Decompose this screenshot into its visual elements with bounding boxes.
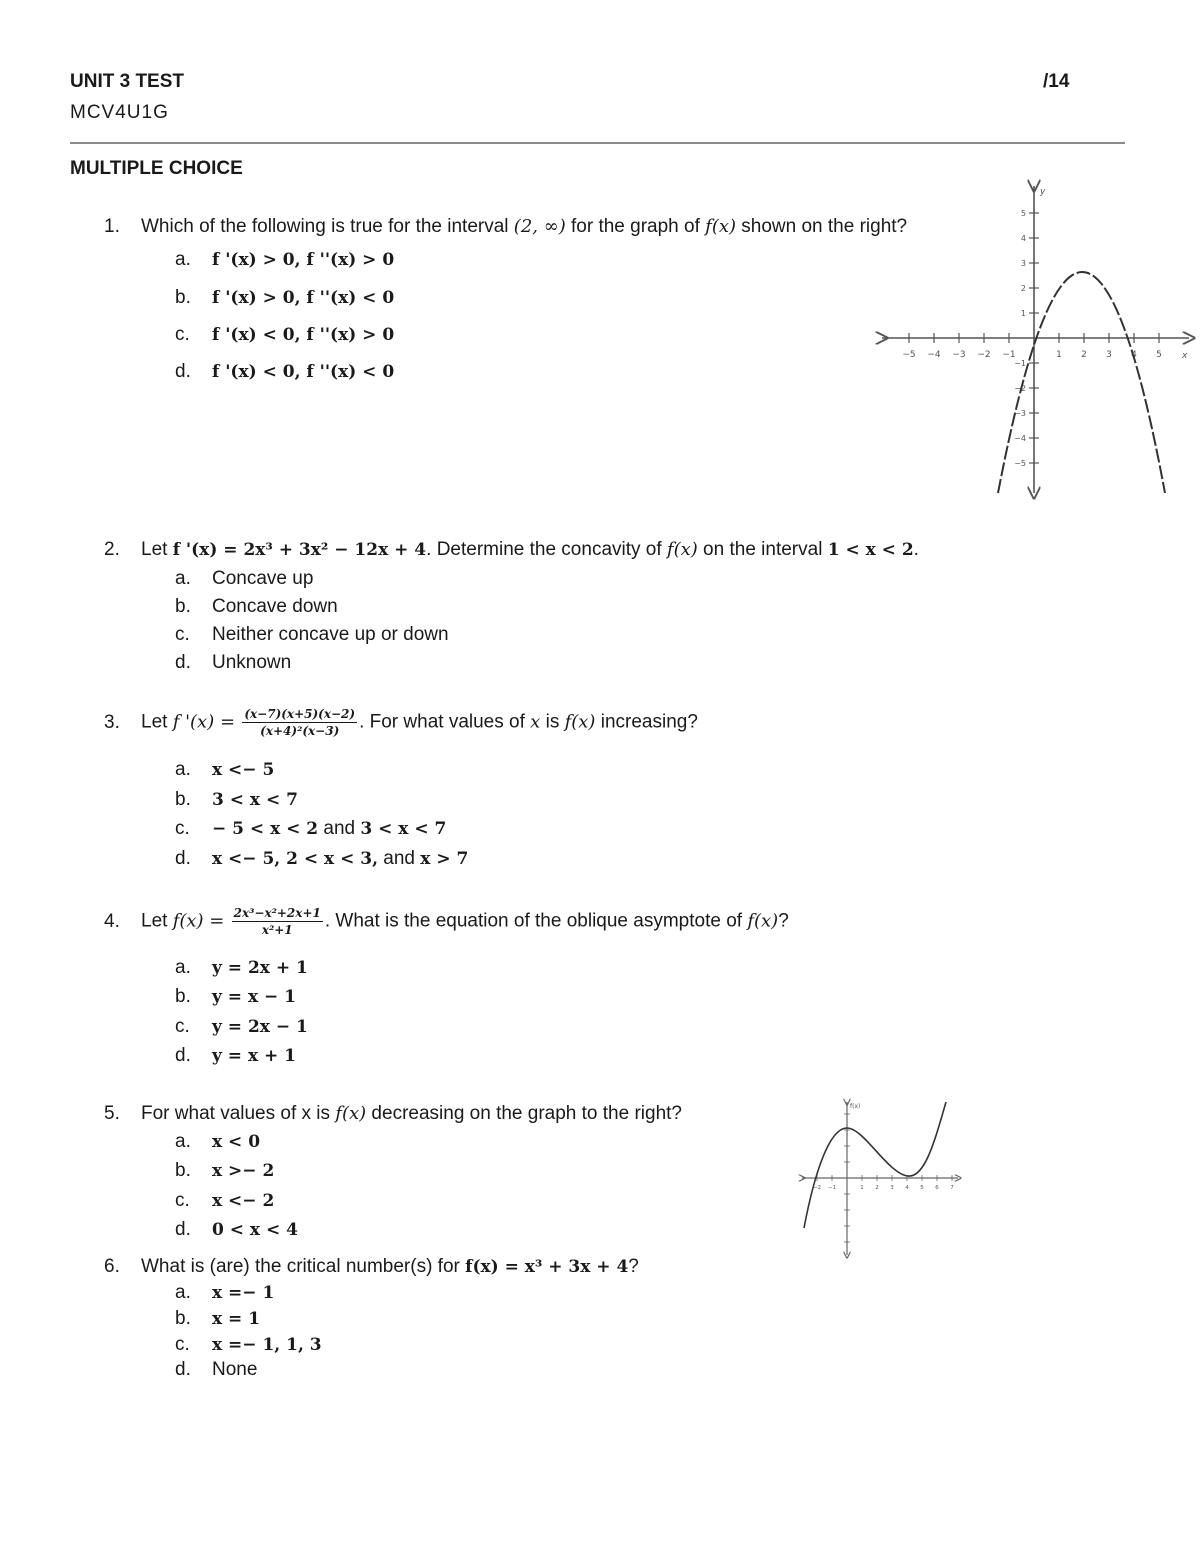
- y-tick-label: −4: [1014, 434, 1026, 443]
- option-letter: d.: [175, 1359, 191, 1380]
- option-letter: d.: [175, 652, 191, 673]
- question-text: Let: [141, 910, 173, 932]
- option-math: x =− 1: [212, 1283, 275, 1303]
- option-math: x =− 1, 1, 3: [212, 1335, 322, 1355]
- option-math: x = 1: [212, 1309, 261, 1329]
- option-math: y = 2x − 1: [212, 1017, 308, 1037]
- question-math: f(x) =: [172, 910, 225, 932]
- x-tick-label: 4: [905, 1185, 909, 1191]
- x-tick-label: −4: [927, 350, 941, 360]
- y-tick-label: 1: [1020, 309, 1026, 318]
- x-tick-label: 1: [1056, 350, 1062, 360]
- question-math: f(x): [564, 711, 596, 733]
- q4-option-a[interactable]: [175, 957, 308, 979]
- x-tick-label: 5: [920, 1185, 924, 1191]
- question-text: ?: [628, 1256, 639, 1277]
- option-letter: c.: [175, 1334, 190, 1355]
- question-5: [104, 1103, 682, 1125]
- fraction: [242, 707, 357, 738]
- score-total: /14: [1043, 71, 1070, 92]
- section-heading: MULTIPLE CHOICE: [70, 158, 243, 179]
- y-tick-label: 4: [1020, 234, 1026, 243]
- question-text: for the graph of: [565, 216, 706, 237]
- y-tick-label: −3: [1014, 409, 1026, 418]
- option-letter: d.: [175, 1045, 191, 1066]
- question-text: ?: [778, 910, 789, 932]
- question-math: f(x): [335, 1103, 367, 1124]
- test-title: UNIT 3 TEST: [70, 71, 185, 92]
- option-text: Neither concave up or down: [212, 624, 449, 645]
- y-tick-label: 2: [1020, 284, 1026, 293]
- q3-option-c[interactable]: [175, 818, 446, 840]
- course-code: MCV4U1G: [70, 102, 169, 123]
- y-axis-label: f(x): [850, 1103, 861, 1110]
- question-text: Which of the following is true for the interval: [141, 216, 514, 237]
- option-math: y = 2x + 1: [212, 958, 308, 978]
- x-tick-label: −1: [1002, 350, 1016, 360]
- option-text: None: [212, 1359, 258, 1380]
- option-letter: b.: [175, 1308, 191, 1329]
- question-math: (2, ∞): [513, 216, 566, 237]
- option-math: x > 7: [420, 849, 469, 869]
- question-number: 3.: [104, 711, 120, 733]
- question-text: Let: [141, 539, 173, 560]
- option-letter: a.: [175, 249, 191, 270]
- q6-option-c[interactable]: [175, 1334, 322, 1356]
- option-letter: c.: [175, 324, 190, 345]
- q4-option-c[interactable]: [175, 1016, 308, 1038]
- q3-option-b[interactable]: [175, 789, 298, 811]
- q2-option-d[interactable]: [175, 652, 291, 674]
- q1-graph: [878, 180, 1193, 498]
- option-math: y = x + 1: [212, 1046, 297, 1066]
- question-number: 5.: [104, 1103, 120, 1124]
- question-3: [104, 707, 698, 738]
- q3-option-d[interactable]: [175, 848, 468, 870]
- question-number: 6.: [104, 1256, 120, 1277]
- x-tick-label: 1: [860, 1185, 864, 1191]
- question-number: 1.: [104, 216, 120, 237]
- x-tick-label: 2: [1081, 350, 1087, 360]
- option-letter: c.: [175, 624, 190, 645]
- question-math: f(x): [705, 216, 737, 237]
- q6-option-a[interactable]: [175, 1282, 274, 1304]
- question-math: x: [530, 711, 541, 733]
- x-tick-label: 4: [1131, 350, 1137, 360]
- question-math: f '(x) =: [172, 711, 236, 733]
- q5-option-d[interactable]: [175, 1219, 298, 1241]
- option-math: − 5 < x < 2: [212, 819, 319, 839]
- x-tick-label: 2: [875, 1185, 879, 1191]
- option-text: Concave down: [212, 596, 338, 617]
- fraction-denominator: (x+4)²(x−3): [260, 724, 340, 738]
- option-math: f '(x) < 0, f ''(x) > 0: [212, 325, 395, 345]
- question-text: What is (are) the critical number(s) for: [141, 1256, 466, 1277]
- option-math: x <− 5: [212, 760, 275, 780]
- question-text: For what values of x is: [141, 1103, 336, 1124]
- question-2: [104, 539, 919, 561]
- option-math: 3 < x < 7: [360, 819, 447, 839]
- option-letter: b.: [175, 986, 191, 1007]
- option-letter: b.: [175, 596, 191, 617]
- q1-option-b[interactable]: [175, 287, 394, 309]
- q2-option-b[interactable]: [175, 596, 338, 618]
- question-6: [104, 1256, 639, 1278]
- x-axis-label: x: [1182, 351, 1188, 361]
- question-math: f(x) = x³ + 3x + 4: [465, 1257, 629, 1277]
- question-1: [104, 216, 907, 238]
- y-tick-label: 5: [1020, 209, 1026, 218]
- q4-option-d[interactable]: [175, 1045, 296, 1067]
- question-number: 2.: [104, 539, 120, 560]
- header-divider: [70, 142, 1125, 144]
- fraction-numerator: 2x³−x²+2x+1: [233, 906, 321, 920]
- question-math: 1 < x < 2: [827, 540, 914, 560]
- q4-option-b[interactable]: [175, 986, 296, 1008]
- x-tick-label: −2: [812, 1185, 822, 1191]
- q2-option-a[interactable]: [175, 568, 313, 590]
- option-math: f '(x) > 0, f ''(x) > 0: [212, 250, 395, 270]
- q3-option-a[interactable]: [175, 759, 274, 781]
- x-tick-label: −2: [977, 350, 991, 360]
- option-letter: a.: [175, 1282, 191, 1303]
- q5-option-b[interactable]: [175, 1160, 274, 1182]
- y-tick-label: −2: [1014, 384, 1026, 393]
- option-letter: a.: [175, 759, 191, 780]
- question-text: shown on the right?: [736, 216, 908, 237]
- x-tick-label: 5: [1156, 350, 1162, 360]
- option-letter: a.: [175, 568, 191, 589]
- q6-option-b[interactable]: [175, 1308, 260, 1330]
- option-letter: b.: [175, 287, 191, 308]
- cubic-curve: [804, 1102, 946, 1228]
- question-text: . For what values of: [359, 711, 531, 733]
- y-tick-label: 3: [1020, 259, 1026, 268]
- option-math: 3 < x < 7: [212, 790, 298, 810]
- x-tick-label: 7: [950, 1185, 954, 1191]
- option-letter: d.: [175, 1219, 191, 1240]
- option-math: 0 < x < 4: [212, 1220, 298, 1240]
- question-4: [104, 906, 789, 937]
- option-letter: a.: [175, 957, 191, 978]
- fraction-denominator: x²+1: [261, 923, 293, 937]
- option-math: x <− 5, 2 < x < 3,: [212, 849, 378, 869]
- question-text: . What is the equation of the oblique asymptote of: [324, 910, 748, 932]
- question-text: . Determine the concavity of: [426, 539, 667, 560]
- x-tick-label: 6: [935, 1185, 939, 1191]
- option-text: and: [378, 848, 421, 869]
- x-tick-label: −5: [902, 350, 916, 360]
- q6-option-d[interactable]: [175, 1359, 257, 1381]
- question-math: f(x): [666, 539, 698, 560]
- x-tick-label: 3: [890, 1185, 894, 1191]
- option-letter: d.: [175, 848, 191, 869]
- option-math: f '(x) < 0, f ''(x) < 0: [212, 362, 395, 382]
- q1-option-d[interactable]: [175, 361, 394, 383]
- option-letter: b.: [175, 789, 191, 810]
- option-letter: c.: [175, 818, 190, 839]
- y-tick-label: −1: [1014, 359, 1026, 368]
- fraction-numerator: (x−7)(x+5)(x−2): [244, 707, 356, 721]
- question-math: f '(x) = 2x³ + 3x² − 12x + 4: [172, 540, 427, 560]
- question-text: Let: [141, 711, 173, 733]
- question-text: decreasing on the graph to the right?: [366, 1103, 682, 1124]
- question-text: increasing?: [595, 711, 698, 733]
- q5-option-c[interactable]: [175, 1190, 274, 1212]
- x-tick-label: −1: [827, 1185, 837, 1191]
- option-math: x >− 2: [212, 1161, 275, 1181]
- option-math: x <− 2: [212, 1191, 275, 1211]
- question-text: on the interval: [697, 539, 828, 560]
- question-math: f(x): [747, 910, 779, 932]
- q5-option-a[interactable]: [175, 1131, 260, 1153]
- y-axis-label: y: [1040, 187, 1046, 197]
- x-tick-label: 3: [1106, 350, 1112, 360]
- fraction: [232, 906, 323, 937]
- question-text: is: [540, 711, 565, 733]
- option-math: f '(x) > 0, f ''(x) < 0: [212, 288, 395, 308]
- option-text: and: [318, 818, 361, 839]
- q5-graph: [800, 1100, 960, 1257]
- option-text: Concave up: [212, 568, 314, 589]
- y-tick-label: −5: [1014, 459, 1026, 468]
- option-text: Unknown: [212, 652, 292, 673]
- option-letter: b.: [175, 1160, 191, 1181]
- x-tick-label: −3: [952, 350, 966, 360]
- option-letter: c.: [175, 1190, 190, 1211]
- question-text: .: [913, 539, 919, 560]
- question-number: 4.: [104, 910, 120, 932]
- option-math: x < 0: [212, 1132, 261, 1152]
- q1-option-a[interactable]: [175, 249, 394, 271]
- option-letter: c.: [175, 1016, 190, 1037]
- q2-option-c[interactable]: [175, 624, 449, 646]
- option-math: y = x − 1: [212, 987, 297, 1007]
- option-letter: a.: [175, 1131, 191, 1152]
- q1-option-c[interactable]: [175, 324, 394, 346]
- option-letter: d.: [175, 361, 191, 382]
